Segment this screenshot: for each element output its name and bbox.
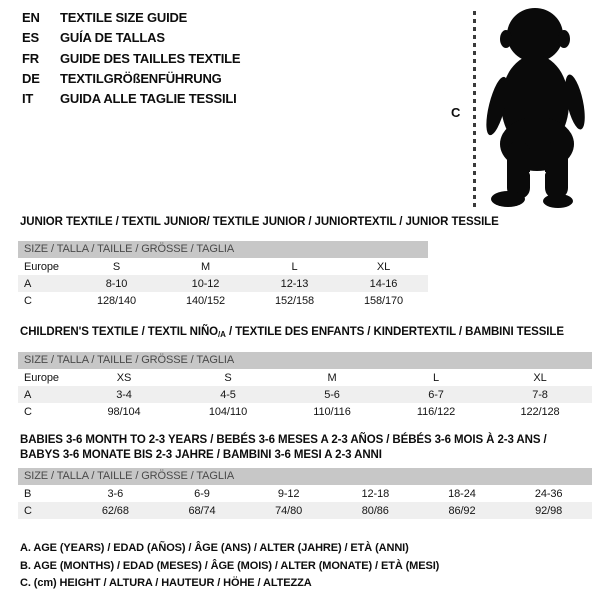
tables-section (0, 210, 600, 593)
table-row-height (18, 292, 428, 309)
note-age-months: B. AGE (MONTHS) / EDAD (MESES) / ÂGE (MOIS) / ALTER (MONATE) / ETÀ (MESI) (20, 559, 440, 572)
table-cell: L (432, 371, 440, 384)
language-label: GUIDA ALLE TAGLIE TESSILI (60, 91, 237, 107)
table-cell: L (291, 260, 298, 273)
table-cell: 6-9 (194, 487, 210, 500)
table-cell: 12-18 (361, 487, 390, 500)
language-row-fr (22, 49, 240, 69)
table-cell: 80/86 (332, 502, 419, 519)
table-cell: 140/152 (185, 294, 226, 307)
table-cell: 152/158 (274, 294, 315, 307)
table-cell: 104/110 (208, 405, 248, 418)
table-cell: 10-12 (161, 275, 250, 292)
table-row-months (18, 485, 592, 502)
table-cell: 116/122 (416, 405, 456, 418)
row-label: C (24, 405, 32, 418)
children-size-table (18, 352, 592, 420)
title-text: / TEXTILE DES ENFANTS / KINDERTEXTIL / BAMBINI TESSILE (225, 326, 564, 338)
table-cell: S (224, 371, 232, 384)
table-row-height (18, 403, 592, 420)
junior-table-title: JUNIOR TEXTILE / TEXTIL JUNIOR/ TEXTILE JUNIOR / JUNIORTEXTIL / JUNIOR TESSILE (20, 216, 499, 228)
table-cell: 122/128 (520, 405, 560, 418)
children-table-title (20, 325, 592, 342)
row-label: Europe (24, 371, 59, 384)
table-cell: 68/74 (159, 502, 246, 519)
language-row-es (22, 28, 240, 48)
table-cell: 5-6 (280, 386, 384, 403)
title-line-1: BABIES 3-6 MONTH TO 2-3 YEARS / BEBÉS 3-6 MESES A 2-3 AÑOS / BÉBÉS 3-6 MOIS À 2-3 ANS / (20, 434, 547, 446)
language-row-it (22, 89, 240, 109)
junior-size-table (18, 241, 428, 309)
height-figure (440, 5, 600, 217)
title-line-2: BABYS 3-6 MONATE BIS 2-3 JAHRE / BAMBINI 3-6 MESI A 2-3 ANNI (20, 449, 382, 461)
language-row-de (22, 69, 240, 89)
row-label: A (18, 386, 72, 403)
table-cell: XL (533, 371, 547, 384)
size-header-bar: SIZE / TALLA / TAILLE / GRÖSSE / TAGLIA (18, 468, 592, 485)
baby-silhouette-icon (482, 5, 597, 212)
table-cell: 18-24 (448, 487, 476, 500)
table-cell: XL (376, 260, 391, 273)
language-code: EN (22, 10, 40, 25)
table-cell: S (112, 260, 121, 273)
note-age-years: A. AGE (YEARS) / EDAD (AÑOS) / ÂGE (ANS) / ALTER (JAHRE) / ETÀ (ANNI) (20, 542, 409, 554)
table-cell: 158/170 (363, 294, 404, 307)
table-cell: 4-5 (176, 386, 280, 403)
table-row-age (18, 386, 592, 403)
size-header-bar: SIZE / TALLA / TAILLE / GRÖSSE / TAGLIA (18, 352, 592, 369)
babies-table-title (20, 433, 592, 463)
table-cell: 3-4 (72, 386, 176, 403)
language-code: IT (22, 91, 34, 107)
babies-size-table (18, 468, 592, 519)
table-cell: 62/68 (72, 502, 159, 519)
table-row-europe (18, 258, 428, 275)
row-label: A (18, 275, 72, 292)
table-cell: 9-12 (277, 487, 300, 500)
table-cell: 128/140 (96, 294, 137, 307)
table-header-row (18, 241, 428, 258)
table-cell: 8-10 (72, 275, 161, 292)
language-list (22, 8, 240, 109)
table-cell: M (200, 260, 211, 273)
language-label: GUIDE DES TAILLES TEXTILE (60, 50, 241, 66)
row-label: C (18, 502, 72, 519)
language-label: TEXTILGRÖßENFÜHRUNG (60, 70, 222, 86)
table-header-row (18, 352, 592, 369)
table-cell: M (327, 371, 337, 384)
table-cell: 24-36 (534, 487, 563, 500)
language-row-en (22, 8, 240, 28)
language-code: ES (22, 30, 39, 46)
language-label: TEXTILE SIZE GUIDE (60, 10, 188, 25)
height-measure-line (473, 11, 476, 209)
table-cell: 74/80 (245, 502, 332, 519)
table-cell: 110/116 (313, 405, 351, 418)
language-label: GUÍA DE TALLAS (60, 30, 165, 46)
table-row-europe (18, 369, 592, 386)
legend-notes (20, 540, 600, 593)
height-ref-label: C (451, 105, 461, 120)
table-row-height (18, 502, 592, 519)
table-header-row (18, 468, 592, 485)
row-label: B (24, 487, 32, 500)
table-row-age (18, 275, 428, 292)
language-code: FR (22, 50, 39, 66)
language-code: DE (22, 70, 40, 86)
table-cell: 3-6 (107, 487, 124, 500)
row-label: Europe (24, 260, 59, 273)
title-text: CHILDREN'S TEXTILE / TEXTIL NIÑO (20, 326, 219, 338)
title-subscript: /A (218, 330, 226, 339)
table-cell: 6-7 (384, 386, 488, 403)
table-cell: 14-16 (339, 275, 428, 292)
table-cell: XS (116, 371, 132, 384)
table-cell: 92/98 (505, 502, 592, 519)
table-cell: 12-13 (250, 275, 339, 292)
table-cell: 86/92 (419, 502, 506, 519)
table-cell: 98/104 (107, 405, 141, 418)
note-height-cm: C. (cm) HEIGHT / ALTURA / HAUTEUR / HÖHE / ALTEZZA (20, 577, 312, 589)
row-label: C (24, 294, 32, 307)
size-header-bar: SIZE / TALLA / TAILLE / GRÖSSE / TAGLIA (18, 241, 428, 258)
table-cell: 7-8 (488, 386, 592, 403)
